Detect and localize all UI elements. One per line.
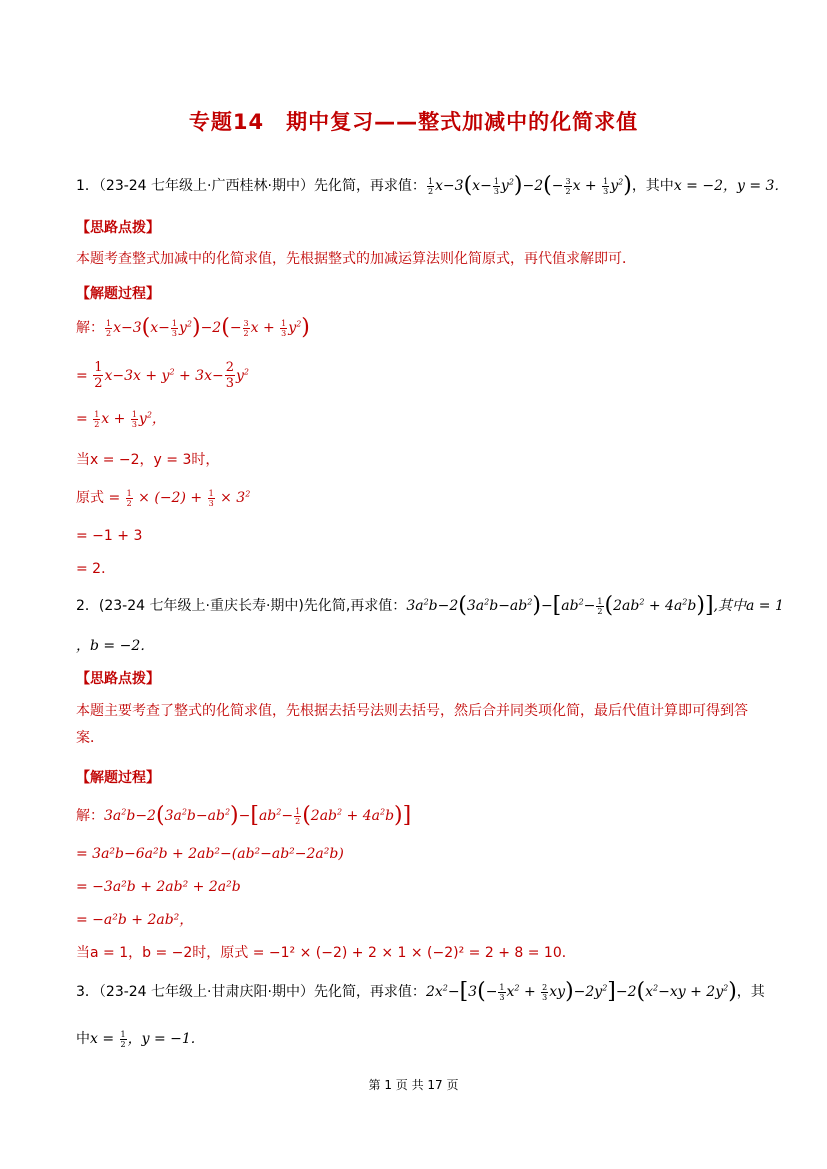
question-2-stem — [76, 593, 784, 618]
question-3-condition-prefix: 中 — [76, 1031, 90, 1047]
solution-prefix: 解： — [76, 320, 104, 336]
question-2-expression: $3a^2b-2(3a^2b-ab^2)-[ab^2-$ $\frac{1}{2}$ $(2ab^2 + 4a^2b)$] — [406, 593, 714, 618]
question-1-hint-heading: 【思路点拨】 — [76, 220, 160, 236]
question-1-solution-step-2: = $\frac{1}{2}$ $x-3x + y^2 + 3x-$ $\frac{2}{3}$ $y^2$ — [76, 360, 249, 391]
question-1-condition: x = −2，y = 3． — [673, 178, 789, 194]
question-1-prefix: 1．（23-24 七年级上·广西桂林·期中）先化简，再求值： — [76, 178, 426, 194]
question-1-solution-heading: 【解题过程】 — [76, 286, 160, 302]
question-1-solution-step-4: 当x = −2，y = 3时， — [76, 452, 220, 468]
question-2-solution-heading: 【解题过程】 — [76, 770, 160, 786]
question-2-suffix: ,其中a = 1 — [713, 598, 784, 614]
page-title: 专题14 期中复习——整式加减中的化简求值 — [188, 110, 639, 134]
question-1-stem — [76, 173, 789, 198]
question-1-solution-step-7: = 2． — [76, 561, 116, 577]
question-2-hint-heading: 【思路点拨】 — [76, 671, 160, 687]
question-1-expression: $\frac{1}{2}$ x−3(x− $\frac{1}{3}$ $y^2)-2(-$ $\frac{3}{2}$ x + $\frac{1}{3}$ $y^2$) — [427, 173, 632, 198]
solution-prefix: 解： — [76, 808, 104, 824]
question-1-solution-step-1: 解： $\frac{1}{2}$ x−3(x− $\frac{1}{3}$ $y^2)-2(-$ $\frac{3}{2}$ x + $\frac{1}{3}$ $y^2$) — [76, 315, 310, 340]
question-3-condition-suffix: ，y = −1. — [127, 1031, 196, 1047]
question-2-prefix: 2．(23-24 七年级上·重庆长寿·期中)先化简,再求值： — [76, 598, 407, 614]
question-2-solution-step-4: = −a²b + 2ab²， — [76, 912, 194, 928]
question-2-condition: ，b = −2． — [76, 638, 155, 654]
question-1-solution-step-6: = −1 + 3 — [76, 528, 143, 544]
question-3-prefix: 3．（23-24 七年级上·甘肃庆阳·期中）先化简，再求值： — [76, 984, 426, 1000]
question-3-stem — [76, 979, 765, 1004]
question-1-solution-step-5: 原式 = $\frac{1}{2}$ × (−2) + $\frac{1}{3}$ × $3^2$ — [76, 488, 251, 508]
question-2-solution-step-2: = 3a²b−6a²b + 2ab²−(ab²−ab²−2a²b) — [76, 846, 344, 862]
question-1-hint-text: 本题考查整式加减中的化简求值，先根据整式的加减运算法则化简原式，再代值求解即可． — [76, 251, 636, 267]
question-2-solution-step-3: = −3a²b + 2ab² + 2a²b — [76, 879, 241, 895]
question-2-solution-step-1: 解：$3a^2b-2(3a^2b-ab^2)-[ab^2-$ $\frac{1}{2}$ $(2ab^2 + 4a^2b)$] — [76, 803, 412, 828]
question-3-condition: 中x = $\frac{1}{2}$ ，y = −1. — [76, 1029, 196, 1049]
question-1-solution-step-3: = $\frac{1}{2}$ x + $\frac{1}{3}$ $y^2$， — [76, 409, 166, 429]
question-2-hint-text: 本题主要考查了整式的化简求值，先根据去括号法则去括号，然后合并同类项化简，最后代值计算即可得到答案． — [76, 703, 748, 746]
original-expression-label: 原式 = — [76, 490, 121, 506]
question-3-suffix: ，其 — [736, 984, 765, 1000]
question-1-suffix: ，其中 — [631, 178, 674, 194]
question-2-solution-step-5: 当a = 1，b = −2时，原式 = −1² × (−2) + 2 × 1 × (−2)² = 2 + 8 = 10． — [76, 945, 576, 961]
page-footer: 第 1 页 共 17 页 — [368, 1078, 459, 1092]
question-3-expression: $2x^2-[3(-$ $\frac{1}{3}$ $x^2$ + $\frac{2}{3}$ $xy)-2y^2]-2(x^2-xy + 2y^2)$ — [425, 979, 737, 1004]
